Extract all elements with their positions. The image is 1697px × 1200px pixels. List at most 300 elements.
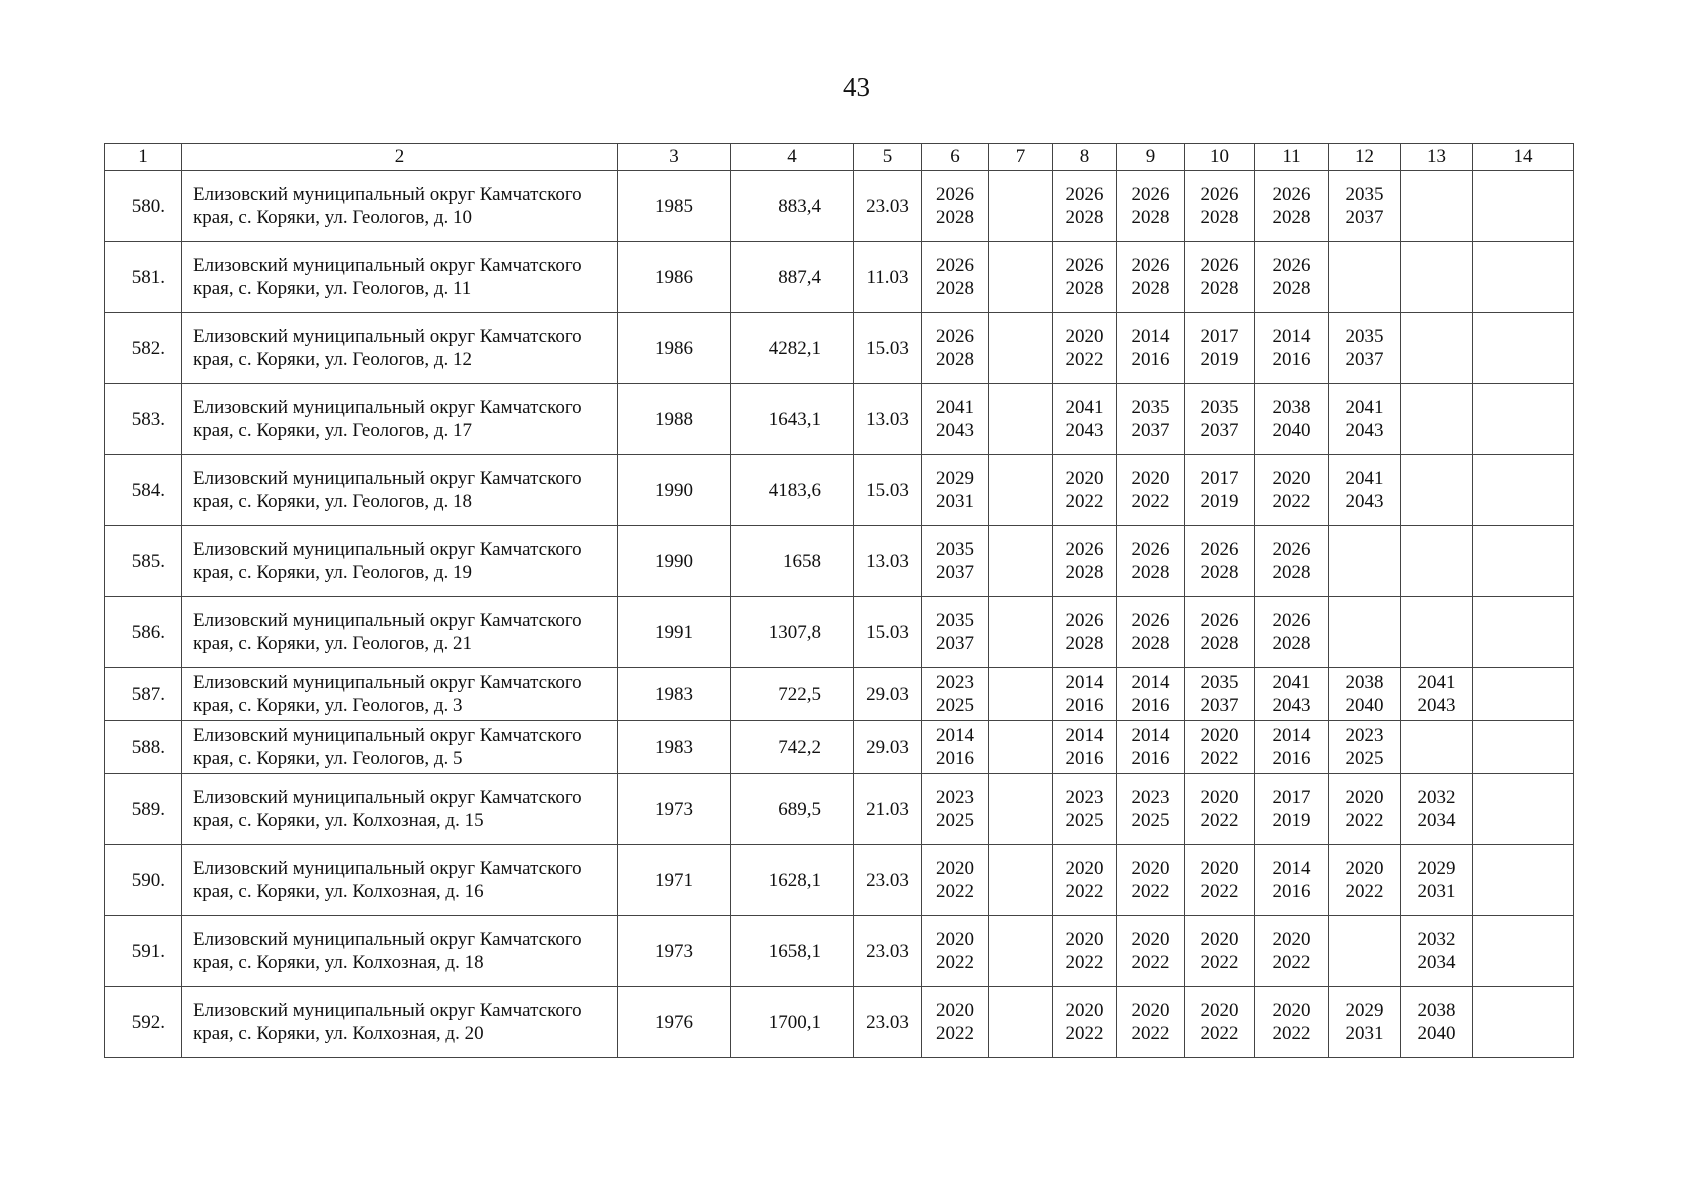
period-cell-col-12 bbox=[1329, 845, 1401, 916]
period-cell-col-10 bbox=[1185, 668, 1255, 721]
period-start-year: 2023 bbox=[936, 672, 974, 693]
period-cell-col-9 bbox=[1117, 171, 1185, 242]
wear-cell: 23.03 bbox=[854, 987, 922, 1058]
address-cell: Елизовский муниципальный округ Камчатского края, с. Коряки, ул. Геологов, д. 17 bbox=[182, 384, 618, 455]
period-cell-col-9 bbox=[1117, 845, 1185, 916]
period-cell-col-7 bbox=[989, 455, 1053, 526]
period-cell-col-14 bbox=[1473, 384, 1574, 455]
period-end-year: 2028 bbox=[1272, 562, 1311, 583]
period-cell-col-14 bbox=[1473, 721, 1574, 774]
table-row bbox=[105, 455, 1574, 526]
period-end-year: 2022 bbox=[1272, 952, 1311, 973]
address-cell: Елизовский муниципальный округ Камчатского края, с. Коряки, ул. Колхозная, д. 16 bbox=[182, 845, 618, 916]
period-end-year: 2022 bbox=[1065, 1023, 1104, 1044]
area-cell: 883,4 bbox=[731, 171, 854, 242]
wear-cell: 21.03 bbox=[854, 774, 922, 845]
period-cell-col-9 bbox=[1117, 774, 1185, 845]
period-cell-col-14 bbox=[1473, 171, 1574, 242]
period-start-year: 2035 bbox=[1200, 672, 1239, 693]
period-cell-col-6 bbox=[922, 242, 989, 313]
period-end-year: 2043 bbox=[1065, 420, 1104, 441]
period-cell-col-8 bbox=[1053, 668, 1117, 721]
area-cell: 722,5 bbox=[731, 668, 854, 721]
period-end-year: 2043 bbox=[1345, 491, 1384, 512]
period-start-year: 2041 bbox=[936, 397, 974, 418]
period-end-year: 2022 bbox=[1131, 491, 1170, 512]
period-end-year: 2022 bbox=[936, 1023, 974, 1044]
period-start-year: 2026 bbox=[1131, 610, 1170, 631]
period-start-year: 2035 bbox=[1200, 397, 1239, 418]
wear-cell: 29.03 bbox=[854, 721, 922, 774]
period-start-year: 2020 bbox=[936, 1000, 974, 1021]
period-cell-col-9 bbox=[1117, 721, 1185, 774]
period-start-year: 2017 bbox=[1200, 326, 1239, 347]
period-start-year: 2020 bbox=[1200, 858, 1239, 879]
period-start-year: 2035 bbox=[1131, 397, 1170, 418]
period-start-year: 2026 bbox=[1272, 184, 1311, 205]
build-year-cell: 1971 bbox=[618, 845, 731, 916]
period-end-year: 2022 bbox=[1131, 1023, 1170, 1044]
area-cell: 742,2 bbox=[731, 721, 854, 774]
period-end-year: 2022 bbox=[936, 881, 974, 902]
period-start-year: 2041 bbox=[1065, 397, 1104, 418]
address-cell: Елизовский муниципальный округ Камчатского края, с. Коряки, ул. Геологов, д. 12 bbox=[182, 313, 618, 384]
period-cell-col-12 bbox=[1329, 987, 1401, 1058]
period-start-year: 2020 bbox=[1131, 929, 1170, 950]
period-end-year: 2028 bbox=[1200, 207, 1239, 228]
period-start-year: 2020 bbox=[936, 858, 974, 879]
period-start-year: 2014 bbox=[1131, 672, 1170, 693]
period-cell-col-8 bbox=[1053, 987, 1117, 1058]
period-start-year: 2020 bbox=[1131, 858, 1170, 879]
build-year-cell: 1986 bbox=[618, 242, 731, 313]
area-cell: 1628,1 bbox=[731, 845, 854, 916]
period-cell-col-13 bbox=[1401, 668, 1473, 721]
period-cell-col-12 bbox=[1329, 774, 1401, 845]
row-number-cell: 582. bbox=[105, 313, 182, 384]
period-start-year: 2014 bbox=[936, 725, 974, 746]
period-start-year: 2026 bbox=[1272, 255, 1311, 276]
period-cell-col-12 bbox=[1329, 721, 1401, 774]
period-end-year: 2031 bbox=[1345, 1023, 1384, 1044]
period-start-year: 2026 bbox=[936, 326, 974, 347]
row-number-cell: 588. bbox=[105, 721, 182, 774]
period-start-year: 2026 bbox=[1200, 184, 1239, 205]
period-cell-col-13 bbox=[1401, 526, 1473, 597]
period-end-year: 2025 bbox=[1345, 748, 1384, 769]
period-cell-col-13 bbox=[1401, 384, 1473, 455]
period-cell-col-7 bbox=[989, 668, 1053, 721]
table-row bbox=[105, 313, 1574, 384]
period-end-year: 2028 bbox=[936, 278, 974, 299]
column-header: 2 bbox=[182, 144, 618, 171]
period-end-year: 2028 bbox=[1065, 278, 1104, 299]
period-start-year: 2020 bbox=[1345, 858, 1384, 879]
period-end-year: 2022 bbox=[1345, 810, 1384, 831]
period-cell-col-11 bbox=[1255, 384, 1329, 455]
period-end-year: 2040 bbox=[1272, 420, 1311, 441]
period-end-year: 2016 bbox=[936, 748, 974, 769]
period-cell-col-14 bbox=[1473, 597, 1574, 668]
period-cell-col-9 bbox=[1117, 668, 1185, 721]
period-cell-col-14 bbox=[1473, 668, 1574, 721]
period-cell-col-6 bbox=[922, 721, 989, 774]
wear-cell: 23.03 bbox=[854, 845, 922, 916]
wear-cell: 23.03 bbox=[854, 916, 922, 987]
period-start-year: 2041 bbox=[1345, 397, 1384, 418]
row-number-cell: 587. bbox=[105, 668, 182, 721]
period-start-year: 2020 bbox=[1272, 468, 1311, 489]
period-start-year: 2029 bbox=[1417, 858, 1456, 879]
period-cell-col-11 bbox=[1255, 597, 1329, 668]
period-end-year: 2019 bbox=[1272, 810, 1311, 831]
period-end-year: 2016 bbox=[1131, 748, 1170, 769]
period-start-year: 2020 bbox=[1065, 858, 1104, 879]
period-cell-col-9 bbox=[1117, 916, 1185, 987]
period-cell-col-8 bbox=[1053, 597, 1117, 668]
build-year-cell: 1991 bbox=[618, 597, 731, 668]
period-start-year: 2014 bbox=[1131, 326, 1170, 347]
period-cell-col-6 bbox=[922, 384, 989, 455]
housing-table bbox=[104, 143, 1574, 1058]
period-end-year: 2028 bbox=[1200, 278, 1239, 299]
period-start-year: 2038 bbox=[1272, 397, 1311, 418]
row-number-cell: 583. bbox=[105, 384, 182, 455]
table-row bbox=[105, 668, 1574, 721]
period-cell-col-7 bbox=[989, 313, 1053, 384]
period-cell-col-12 bbox=[1329, 242, 1401, 313]
period-cell-col-8 bbox=[1053, 384, 1117, 455]
period-end-year: 2028 bbox=[1131, 207, 1170, 228]
address-cell: Елизовский муниципальный округ Камчатского края, с. Коряки, ул. Геологов, д. 3 bbox=[182, 668, 618, 721]
period-start-year: 2026 bbox=[1065, 255, 1104, 276]
column-header: 1 bbox=[105, 144, 182, 171]
period-end-year: 2028 bbox=[1272, 633, 1311, 654]
period-start-year: 2020 bbox=[1131, 1000, 1170, 1021]
period-start-year: 2023 bbox=[1131, 787, 1170, 808]
period-cell-col-7 bbox=[989, 845, 1053, 916]
wear-cell: 15.03 bbox=[854, 597, 922, 668]
period-start-year: 2038 bbox=[1417, 1000, 1456, 1021]
period-start-year: 2026 bbox=[1131, 184, 1170, 205]
period-start-year: 2041 bbox=[1417, 672, 1456, 693]
address-cell: Елизовский муниципальный округ Камчатского края, с. Коряки, ул. Колхозная, д. 15 bbox=[182, 774, 618, 845]
period-cell-col-12 bbox=[1329, 668, 1401, 721]
period-start-year: 2032 bbox=[1417, 929, 1456, 950]
period-end-year: 2037 bbox=[1131, 420, 1170, 441]
period-end-year: 2019 bbox=[1200, 491, 1239, 512]
period-start-year: 2017 bbox=[1200, 468, 1239, 489]
period-cell-col-7 bbox=[989, 774, 1053, 845]
period-end-year: 2028 bbox=[1065, 633, 1104, 654]
wear-cell: 11.03 bbox=[854, 242, 922, 313]
row-number-cell: 591. bbox=[105, 916, 182, 987]
column-header: 4 bbox=[731, 144, 854, 171]
period-cell-col-12 bbox=[1329, 384, 1401, 455]
period-cell-col-11 bbox=[1255, 242, 1329, 313]
period-cell-col-10 bbox=[1185, 721, 1255, 774]
period-end-year: 2025 bbox=[1131, 810, 1170, 831]
table-row bbox=[105, 384, 1574, 455]
area-cell: 1658 bbox=[731, 526, 854, 597]
table-row bbox=[105, 597, 1574, 668]
period-end-year: 2040 bbox=[1417, 1023, 1456, 1044]
period-start-year: 2014 bbox=[1272, 326, 1311, 347]
period-start-year: 2026 bbox=[1272, 539, 1311, 560]
address-cell: Елизовский муниципальный округ Камчатского края, с. Коряки, ул. Геологов, д. 11 bbox=[182, 242, 618, 313]
period-cell-col-7 bbox=[989, 987, 1053, 1058]
period-end-year: 2037 bbox=[1200, 420, 1239, 441]
period-end-year: 2022 bbox=[1200, 1023, 1239, 1044]
area-cell: 4183,6 bbox=[731, 455, 854, 526]
period-end-year: 2016 bbox=[1065, 695, 1104, 716]
period-start-year: 2020 bbox=[1131, 468, 1170, 489]
period-start-year: 2014 bbox=[1131, 725, 1170, 746]
period-cell-col-11 bbox=[1255, 313, 1329, 384]
period-cell-col-14 bbox=[1473, 916, 1574, 987]
area-cell: 689,5 bbox=[731, 774, 854, 845]
period-cell-col-6 bbox=[922, 597, 989, 668]
period-end-year: 2043 bbox=[1345, 420, 1384, 441]
column-header: 11 bbox=[1255, 144, 1329, 171]
build-year-cell: 1990 bbox=[618, 455, 731, 526]
table-row bbox=[105, 242, 1574, 313]
period-start-year: 2029 bbox=[936, 468, 974, 489]
period-cell-col-10 bbox=[1185, 242, 1255, 313]
period-start-year: 2020 bbox=[1065, 468, 1104, 489]
column-header: 13 bbox=[1401, 144, 1473, 171]
period-end-year: 2022 bbox=[1065, 881, 1104, 902]
period-end-year: 2028 bbox=[1200, 562, 1239, 583]
period-cell-col-14 bbox=[1473, 774, 1574, 845]
period-cell-col-14 bbox=[1473, 455, 1574, 526]
period-cell-col-10 bbox=[1185, 916, 1255, 987]
period-cell-col-13 bbox=[1401, 721, 1473, 774]
period-end-year: 2025 bbox=[1065, 810, 1104, 831]
period-end-year: 2028 bbox=[1200, 633, 1239, 654]
period-end-year: 2022 bbox=[1272, 491, 1311, 512]
period-end-year: 2022 bbox=[1200, 952, 1239, 973]
period-cell-col-6 bbox=[922, 845, 989, 916]
period-cell-col-11 bbox=[1255, 721, 1329, 774]
period-start-year: 2026 bbox=[1272, 610, 1311, 631]
build-year-cell: 1985 bbox=[618, 171, 731, 242]
period-cell-col-7 bbox=[989, 597, 1053, 668]
period-cell-col-11 bbox=[1255, 916, 1329, 987]
period-cell-col-13 bbox=[1401, 242, 1473, 313]
period-end-year: 2028 bbox=[1065, 207, 1104, 228]
column-header: 10 bbox=[1185, 144, 1255, 171]
period-cell-col-13 bbox=[1401, 774, 1473, 845]
column-header: 12 bbox=[1329, 144, 1401, 171]
column-header: 9 bbox=[1117, 144, 1185, 171]
period-end-year: 2022 bbox=[1272, 1023, 1311, 1044]
period-cell-col-7 bbox=[989, 242, 1053, 313]
column-header: 6 bbox=[922, 144, 989, 171]
period-cell-col-10 bbox=[1185, 845, 1255, 916]
table-row bbox=[105, 526, 1574, 597]
period-cell-col-12 bbox=[1329, 171, 1401, 242]
row-number-cell: 592. bbox=[105, 987, 182, 1058]
period-end-year: 2022 bbox=[1065, 952, 1104, 973]
period-cell-col-12 bbox=[1329, 313, 1401, 384]
period-cell-col-11 bbox=[1255, 526, 1329, 597]
build-year-cell: 1973 bbox=[618, 916, 731, 987]
period-end-year: 2043 bbox=[1272, 695, 1311, 716]
period-end-year: 2028 bbox=[1065, 562, 1104, 583]
period-cell-col-10 bbox=[1185, 526, 1255, 597]
period-start-year: 2020 bbox=[1200, 1000, 1239, 1021]
period-end-year: 2022 bbox=[936, 952, 974, 973]
period-cell-col-13 bbox=[1401, 987, 1473, 1058]
period-cell-col-13 bbox=[1401, 916, 1473, 987]
table-row bbox=[105, 916, 1574, 987]
period-end-year: 2016 bbox=[1272, 881, 1311, 902]
period-start-year: 2020 bbox=[1065, 1000, 1104, 1021]
period-cell-col-8 bbox=[1053, 526, 1117, 597]
period-cell-col-13 bbox=[1401, 313, 1473, 384]
period-end-year: 2028 bbox=[1131, 633, 1170, 654]
period-cell-col-6 bbox=[922, 987, 989, 1058]
period-cell-col-11 bbox=[1255, 171, 1329, 242]
period-start-year: 2017 bbox=[1272, 787, 1311, 808]
period-cell-col-9 bbox=[1117, 242, 1185, 313]
period-end-year: 2028 bbox=[936, 349, 974, 370]
period-cell-col-10 bbox=[1185, 597, 1255, 668]
period-end-year: 2022 bbox=[1131, 881, 1170, 902]
column-header: 14 bbox=[1473, 144, 1574, 171]
period-cell-col-7 bbox=[989, 721, 1053, 774]
period-cell-col-10 bbox=[1185, 455, 1255, 526]
period-end-year: 2022 bbox=[1065, 349, 1104, 370]
build-year-cell: 1983 bbox=[618, 721, 731, 774]
period-cell-col-14 bbox=[1473, 987, 1574, 1058]
period-cell-col-8 bbox=[1053, 916, 1117, 987]
period-cell-col-12 bbox=[1329, 916, 1401, 987]
period-end-year: 2016 bbox=[1131, 349, 1170, 370]
period-end-year: 2037 bbox=[1200, 695, 1239, 716]
table-body bbox=[105, 171, 1574, 1058]
period-cell-col-11 bbox=[1255, 987, 1329, 1058]
period-start-year: 2035 bbox=[936, 539, 974, 560]
period-cell-col-10 bbox=[1185, 384, 1255, 455]
row-number-cell: 589. bbox=[105, 774, 182, 845]
period-end-year: 2037 bbox=[1345, 349, 1384, 370]
header-row bbox=[105, 144, 1574, 171]
address-cell: Елизовский муниципальный округ Камчатского края, с. Коряки, ул. Колхозная, д. 18 bbox=[182, 916, 618, 987]
period-cell-col-10 bbox=[1185, 774, 1255, 845]
address-cell: Елизовский муниципальный округ Камчатского края, с. Коряки, ул. Геологов, д. 18 bbox=[182, 455, 618, 526]
period-cell-col-10 bbox=[1185, 987, 1255, 1058]
period-cell-col-13 bbox=[1401, 171, 1473, 242]
period-cell-col-8 bbox=[1053, 721, 1117, 774]
period-start-year: 2029 bbox=[1345, 1000, 1384, 1021]
area-cell: 1643,1 bbox=[731, 384, 854, 455]
period-start-year: 2014 bbox=[1272, 858, 1311, 879]
period-start-year: 2026 bbox=[1131, 539, 1170, 560]
period-start-year: 2026 bbox=[1200, 255, 1239, 276]
period-end-year: 2040 bbox=[1345, 695, 1384, 716]
period-cell-col-12 bbox=[1329, 455, 1401, 526]
column-header: 8 bbox=[1053, 144, 1117, 171]
period-cell-col-14 bbox=[1473, 242, 1574, 313]
period-start-year: 2038 bbox=[1345, 672, 1384, 693]
period-cell-col-14 bbox=[1473, 526, 1574, 597]
wear-cell: 23.03 bbox=[854, 171, 922, 242]
period-cell-col-9 bbox=[1117, 526, 1185, 597]
period-end-year: 2028 bbox=[1272, 207, 1311, 228]
build-year-cell: 1983 bbox=[618, 668, 731, 721]
area-cell: 1307,8 bbox=[731, 597, 854, 668]
period-end-year: 2016 bbox=[1272, 349, 1311, 370]
period-end-year: 2019 bbox=[1200, 349, 1239, 370]
wear-cell: 29.03 bbox=[854, 668, 922, 721]
period-cell-col-6 bbox=[922, 526, 989, 597]
period-start-year: 2026 bbox=[1131, 255, 1170, 276]
period-end-year: 2037 bbox=[1345, 207, 1384, 228]
period-start-year: 2020 bbox=[1345, 787, 1384, 808]
period-start-year: 2020 bbox=[1272, 1000, 1311, 1021]
period-cell-col-6 bbox=[922, 313, 989, 384]
period-end-year: 2016 bbox=[1131, 695, 1170, 716]
period-start-year: 2023 bbox=[1065, 787, 1104, 808]
period-cell-col-9 bbox=[1117, 455, 1185, 526]
period-start-year: 2020 bbox=[1065, 326, 1104, 347]
period-start-year: 2020 bbox=[1065, 929, 1104, 950]
period-end-year: 2043 bbox=[1417, 695, 1456, 716]
period-start-year: 2020 bbox=[1200, 929, 1239, 950]
column-header: 7 bbox=[989, 144, 1053, 171]
period-end-year: 2022 bbox=[1065, 491, 1104, 512]
period-start-year: 2014 bbox=[1065, 725, 1104, 746]
period-start-year: 2020 bbox=[1200, 725, 1239, 746]
period-start-year: 2026 bbox=[936, 184, 974, 205]
period-cell-col-6 bbox=[922, 668, 989, 721]
period-cell-col-9 bbox=[1117, 597, 1185, 668]
table-row bbox=[105, 774, 1574, 845]
row-number-cell: 586. bbox=[105, 597, 182, 668]
period-start-year: 2035 bbox=[1345, 326, 1384, 347]
period-end-year: 2016 bbox=[1065, 748, 1104, 769]
period-cell-col-6 bbox=[922, 774, 989, 845]
period-cell-col-7 bbox=[989, 384, 1053, 455]
table-row bbox=[105, 721, 1574, 774]
period-cell-col-11 bbox=[1255, 668, 1329, 721]
period-cell-col-6 bbox=[922, 455, 989, 526]
period-start-year: 2026 bbox=[1065, 539, 1104, 560]
row-number-cell: 580. bbox=[105, 171, 182, 242]
period-start-year: 2026 bbox=[1065, 610, 1104, 631]
period-start-year: 2014 bbox=[1272, 725, 1311, 746]
period-cell-col-13 bbox=[1401, 845, 1473, 916]
period-end-year: 2037 bbox=[936, 562, 974, 583]
period-end-year: 2028 bbox=[936, 207, 974, 228]
period-cell-col-8 bbox=[1053, 455, 1117, 526]
period-start-year: 2041 bbox=[1345, 468, 1384, 489]
period-start-year: 2026 bbox=[936, 255, 974, 276]
period-end-year: 2031 bbox=[1417, 881, 1456, 902]
period-end-year: 2028 bbox=[1131, 562, 1170, 583]
period-cell-col-6 bbox=[922, 171, 989, 242]
period-start-year: 2026 bbox=[1065, 184, 1104, 205]
period-start-year: 2035 bbox=[936, 610, 974, 631]
period-end-year: 2028 bbox=[1272, 278, 1311, 299]
period-cell-col-8 bbox=[1053, 845, 1117, 916]
period-cell-col-8 bbox=[1053, 242, 1117, 313]
period-start-year: 2035 bbox=[1345, 184, 1384, 205]
period-cell-col-8 bbox=[1053, 774, 1117, 845]
period-cell-col-14 bbox=[1473, 313, 1574, 384]
